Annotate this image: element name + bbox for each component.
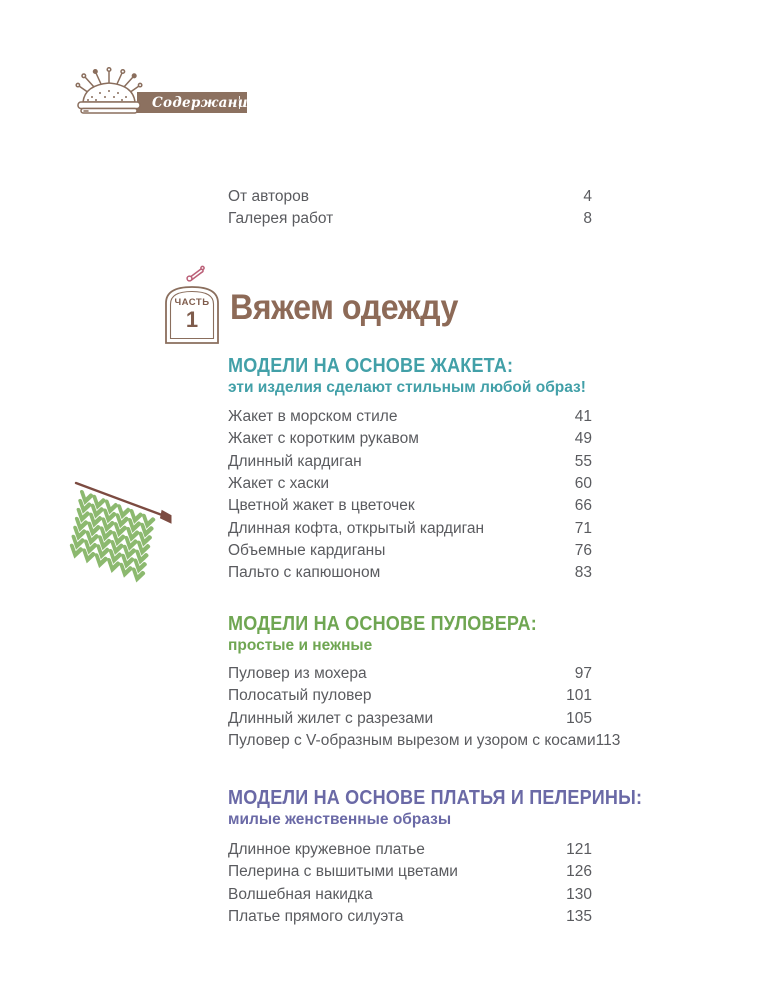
pincushion-icon xyxy=(74,66,146,118)
part-badge xyxy=(164,283,220,345)
toc-item-page: 76 xyxy=(574,541,592,559)
toc-item-page: 126 xyxy=(566,863,592,881)
toc-item-page: 97 xyxy=(574,665,592,683)
toc-item-label: Пелерина с вышитыми цветами xyxy=(228,863,458,881)
toc-row xyxy=(228,685,592,707)
section-subtitle-dresses: милые женственные образы xyxy=(228,811,452,828)
section-list-jackets xyxy=(228,406,592,584)
toc-item-label: Жакет в морском стиле xyxy=(228,408,398,426)
toc-row xyxy=(228,428,592,450)
section-list-pullovers xyxy=(228,663,621,752)
part-badge-number: 1 xyxy=(185,307,199,332)
section-subtitle-jackets: эти изделия сделают стильным любой образ! xyxy=(228,379,586,396)
part-badge-word: ЧАСТЬ xyxy=(174,297,210,308)
toc-row xyxy=(228,208,592,230)
toc-row xyxy=(228,186,592,208)
toc-item-label: Платье прямого силуэта xyxy=(228,908,404,926)
toc-item-page: 60 xyxy=(574,475,592,493)
toc-item-label: Пальто с капюшоном xyxy=(228,564,381,582)
toc-item-page: 55 xyxy=(574,452,592,470)
toc-item-label: Объемные кардиганы xyxy=(228,541,386,559)
toc-item-page: 121 xyxy=(566,841,592,859)
intro-entries-list xyxy=(228,186,592,231)
ribbon-dashed-line xyxy=(239,96,240,109)
toc-item-page: 130 xyxy=(566,885,592,903)
toc-item-page: 83 xyxy=(574,564,592,582)
toc-item-label: Жакет с коротким рукавом xyxy=(228,430,419,448)
toc-item-label: Длинный жилет с разрезами xyxy=(228,709,434,727)
toc-row xyxy=(228,708,592,730)
toc-row xyxy=(228,517,592,539)
toc-row xyxy=(228,730,621,752)
contents-ribbon xyxy=(137,92,257,113)
toc-row xyxy=(228,839,592,861)
toc-row xyxy=(228,884,592,906)
toc-row xyxy=(228,906,592,928)
part-title: Вяжем одежду xyxy=(230,288,458,327)
toc-item-page: 49 xyxy=(574,430,592,448)
section-subtitle-pullovers: простые и нежные xyxy=(228,637,373,654)
toc-row xyxy=(228,473,592,495)
toc-item-label: От авторов xyxy=(228,188,309,206)
toc-item-label: Жакет с хаски xyxy=(228,475,330,493)
toc-row xyxy=(228,406,592,428)
toc-item-page: 101 xyxy=(566,687,592,705)
toc-row xyxy=(228,540,592,562)
toc-item-label: Полосатый пуловер xyxy=(228,687,372,705)
toc-row xyxy=(228,451,592,473)
section-heading-jackets: МОДЕЛИ НА ОСНОВЕ ЖАКЕТА: xyxy=(228,354,514,377)
toc-item-page: 66 xyxy=(574,497,592,515)
toc-item-label: Цветной жакет в цветочек xyxy=(228,497,415,515)
toc-row xyxy=(228,663,592,685)
section-heading-pullovers: МОДЕЛИ НА ОСНОВЕ ПУЛОВЕРА: xyxy=(228,612,537,635)
toc-row xyxy=(228,861,592,883)
contents-ribbon-label: Содержание xyxy=(152,94,257,111)
toc-item-page: 8 xyxy=(583,210,592,228)
toc-item-label: Длинная кофта, открытый кардиган xyxy=(228,519,485,537)
toc-row xyxy=(228,495,592,517)
toc-item-label: Длинное кружевное платье xyxy=(228,841,425,859)
toc-item-label: Пуловер с V-образным вырезом и узором с косами xyxy=(228,732,596,750)
section-list-dresses xyxy=(228,839,592,928)
toc-item-page: 105 xyxy=(566,709,592,727)
section-heading-dresses: МОДЕЛИ НА ОСНОВЕ ПЛАТЬЯ И ПЕЛЕРИНЫ: xyxy=(228,786,643,809)
toc-item-page: 71 xyxy=(574,519,592,537)
knitting-illustration-icon xyxy=(68,466,180,594)
toc-row xyxy=(228,562,592,584)
toc-item-page: 135 xyxy=(566,908,592,926)
toc-item-page: 41 xyxy=(574,408,592,426)
toc-item-label: Длинный кардиган xyxy=(228,452,362,470)
toc-item-label: Волшебная накидка xyxy=(228,885,373,903)
toc-item-label: Галерея работ xyxy=(228,210,334,228)
toc-item-page: 4 xyxy=(583,188,592,206)
toc-item-page: 113 xyxy=(595,732,621,750)
toc-item-label: Пуловер из мохера xyxy=(228,665,367,683)
